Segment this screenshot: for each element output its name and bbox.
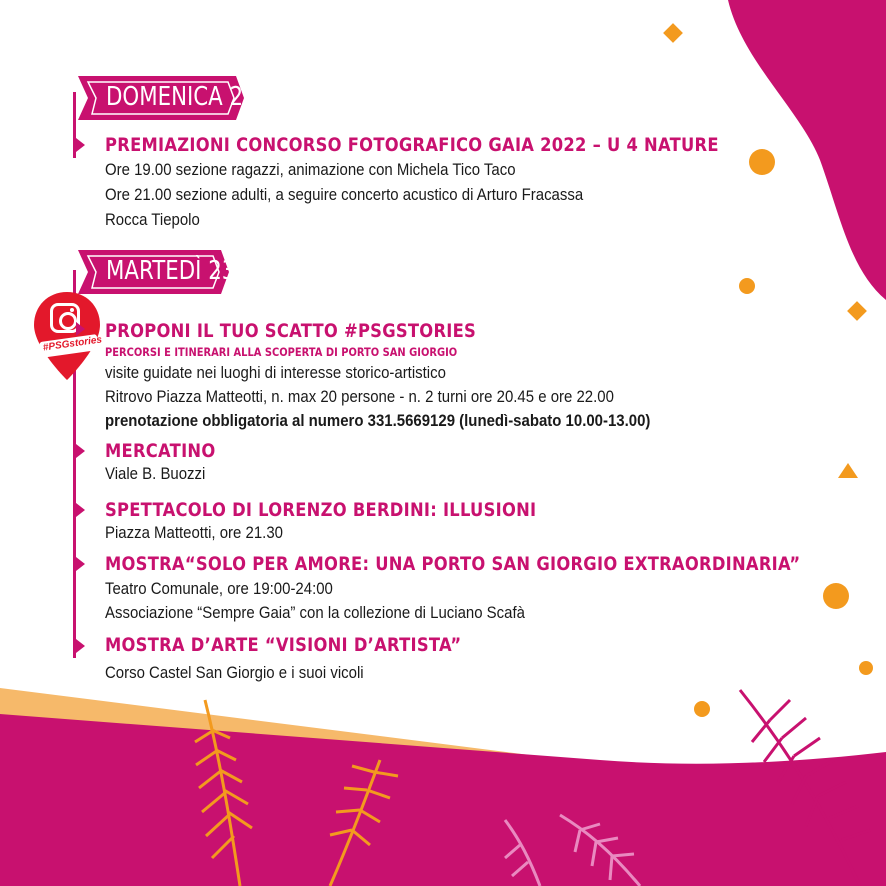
event-line: Corso Castel San Giorgio e i suoi vicoli [105,663,364,682]
marker-tuesday-1 [76,322,85,336]
event-line: Ritrovo Piazza Matteotti, n. max 20 persone - n. 2 turni ore 20.45 e ore 22.00 [105,387,614,406]
event-title: MOSTRA“SOLO PER AMORE: UNA PORTO SAN GIORGIO EXTRAORDINARIA” [105,553,801,575]
event-line: Associazione “Sempre Gaia” con la collezione di Luciano Scafà [105,603,525,622]
marker-sunday-1 [76,138,85,152]
confetti-dot-5 [694,701,710,717]
event-line: Ore 21.00 sezione adulti, a seguire concerto acustico di Arturo Fracassa [105,185,584,204]
event-title: PREMIAZIONI CONCORSO FOTOGRAFICO GAIA 2022 – U 4 NATURE [105,134,719,156]
event-line: Rocca Tiepolo [105,210,200,229]
confetti-dot-2 [739,278,755,294]
event-line: Viale B. Buozzi [105,464,206,483]
marker-tuesday-4 [76,557,85,571]
event-line: visite guidate nei luoghi di interesse storico-artistico [105,363,446,382]
confetti-dot-3 [823,583,849,609]
magenta-blob-top-right [728,0,886,300]
psgstories-badge [30,290,104,382]
event-line-booking: prenotazione obbligatoria al numero 331.5669129 (lunedì-sabato 10.00-13.00) [105,411,651,430]
confetti-dot-1 [749,149,775,175]
confetti-dot-4 [859,661,873,675]
day-label-tuesday: MARTEDÌ 23 [106,256,236,286]
confetti-diamond-2 [847,301,867,321]
day-banner-sunday [78,76,257,120]
confetti-triangle [838,463,858,478]
day-label-sunday: DOMENICA 21 [106,82,257,112]
marker-tuesday-5 [76,639,85,653]
event-title: MOSTRA D’ARTE “VISIONI D’ARTISTA” [105,634,462,656]
event-title: MERCATINO [105,440,216,462]
badge-text: #PSGstories [42,334,103,354]
event-title: PROPONI IL TUO SCATTO #PSGSTORIES [105,320,477,342]
event-subtitle: PERCORSI E ITINERARI ALLA SCOPERTA DI PORTO SAN GIORGIO [105,345,458,359]
event-line: Ore 19.00 sezione ragazzi, animazione con Michela Tico Taco [105,160,516,179]
day-banner-tuesday [78,250,236,294]
event-title: SPETTACOLO DI LORENZO BERDINI: ILLUSIONI [105,499,537,521]
event-line: Piazza Matteotti, ore 21.30 [105,523,283,542]
confetti-diamond-1 [663,23,683,43]
event-line: Teatro Comunale, ore 19:00-24:00 [105,579,333,598]
marker-tuesday-2 [76,444,85,458]
marker-tuesday-3 [76,503,85,517]
